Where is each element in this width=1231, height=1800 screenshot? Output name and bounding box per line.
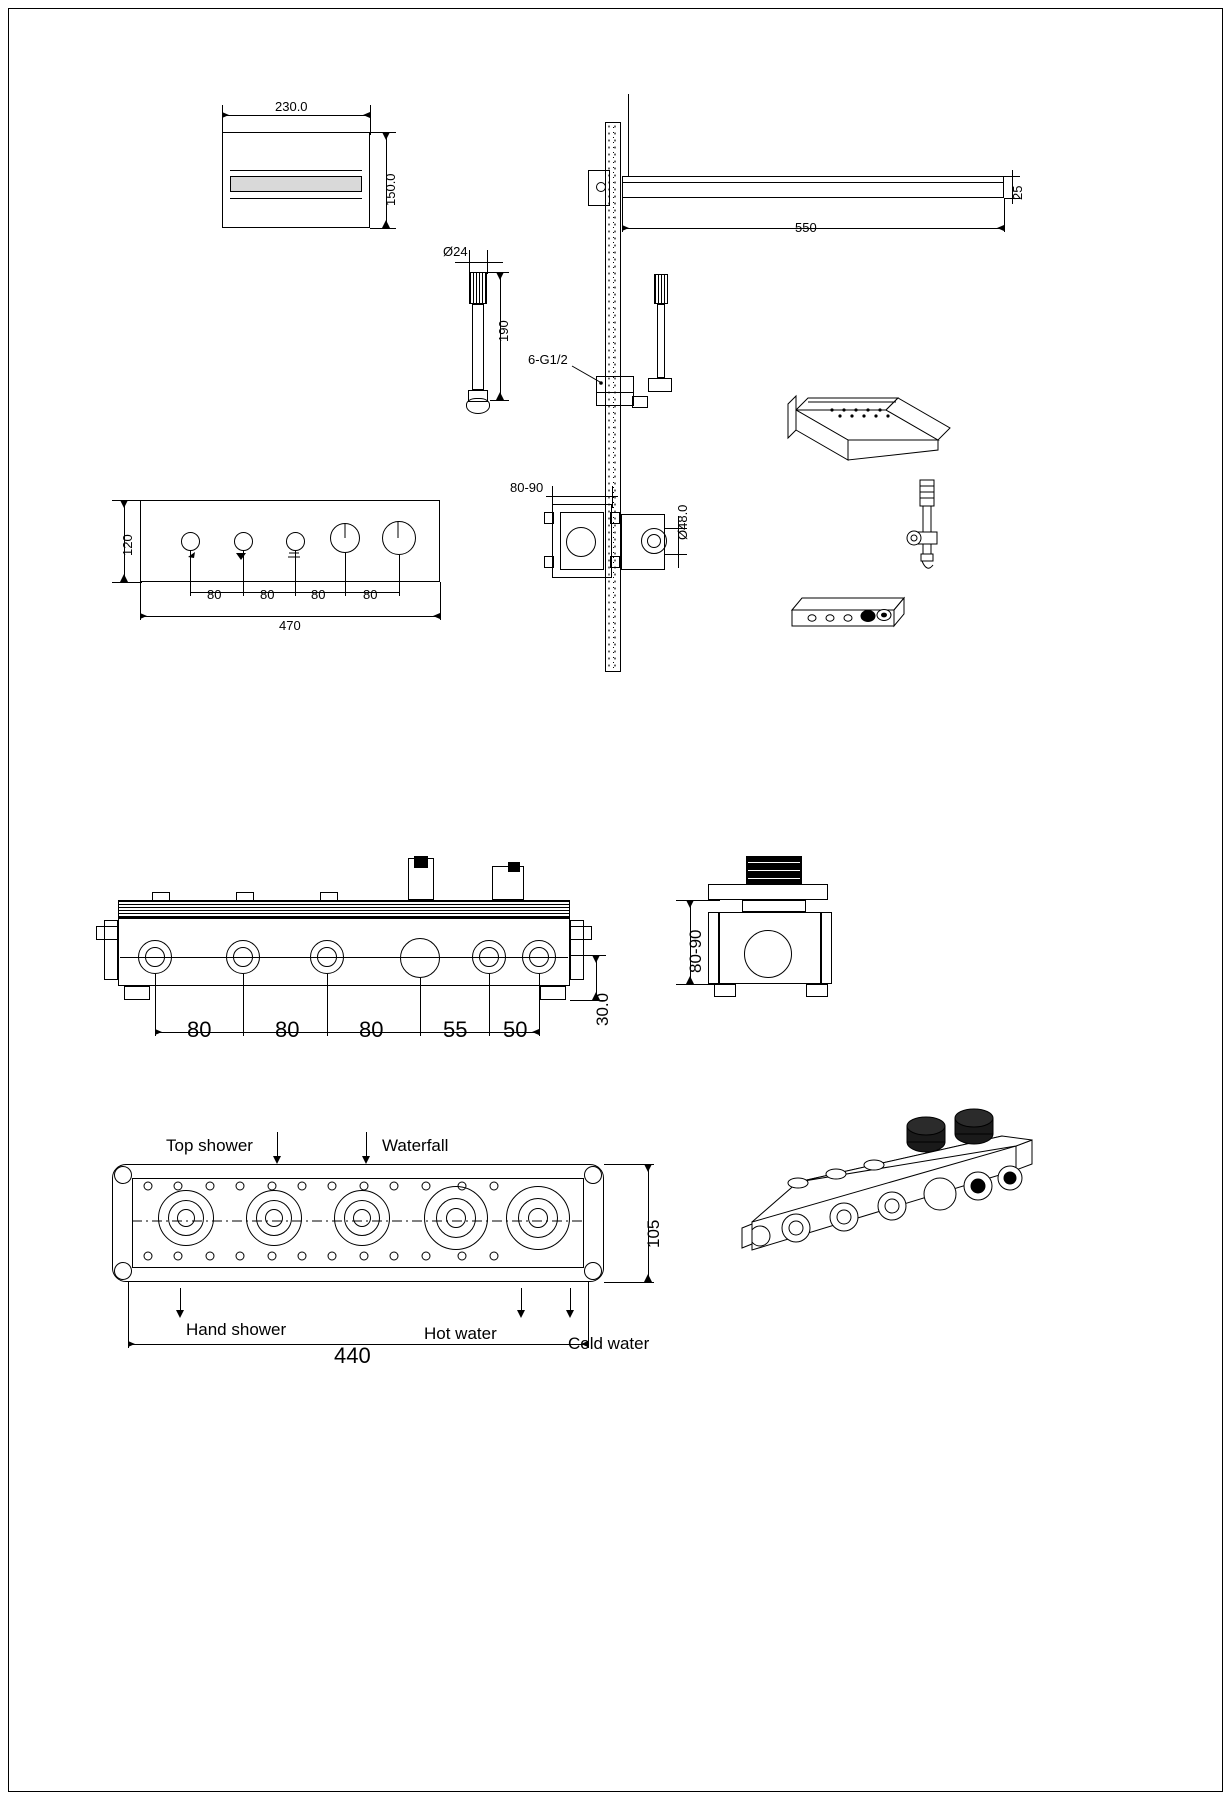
dim-120: 120 [120, 534, 135, 556]
body-front-foot-left [124, 986, 150, 1000]
callout-hand-shower: Hand shower [186, 1320, 287, 1339]
riser-hand-shower-holder [648, 378, 672, 392]
dim-30: 30.0 [593, 992, 612, 1026]
body-front-foot-right [540, 986, 566, 1000]
dim-80-f: 80 [275, 1017, 300, 1042]
shower-arm-outline [622, 176, 1004, 198]
arm-dim-arrow-l [622, 225, 629, 231]
ext-line-right [370, 105, 371, 135]
bs-dim-arrow-t [686, 900, 694, 908]
cp-ext-c1 [190, 551, 191, 596]
hs-dim-line-24 [455, 262, 503, 263]
wall-valve-lug-br [610, 556, 620, 568]
bf-dim-chain-line [155, 1032, 539, 1033]
dim-105: 105 [644, 1219, 663, 1248]
dim-48: Ø48.0 [675, 504, 690, 540]
dim-80-g: 80 [359, 1017, 384, 1042]
callout-top-shower: Top shower [166, 1136, 253, 1155]
dim-190: 190 [496, 320, 511, 342]
dim-550: 550 [795, 220, 817, 235]
dim-80-c: 80 [311, 587, 326, 602]
bp-dim-arrow-b [644, 1274, 652, 1282]
body-side-bore [744, 930, 792, 978]
ws-ext-d48-bot [665, 554, 687, 555]
dim-25: 25 [1010, 185, 1025, 200]
ws-ext-l [552, 486, 553, 508]
cp-ext-bot [112, 582, 142, 583]
bp-ext-bot [604, 1282, 654, 1283]
bf-chain-arrow-l [155, 1029, 162, 1035]
dim-80-e: 80 [187, 1017, 212, 1042]
hand-shower-head [469, 272, 487, 304]
body-side-bracket-right [820, 912, 832, 984]
body-side-foot-left [714, 984, 736, 997]
body-front-top-cap [118, 900, 570, 918]
leader-arrow-cold-water [566, 1310, 574, 1318]
arm-center-ext [628, 94, 629, 176]
hs-dim-arrow-bot [496, 392, 504, 400]
arm-flange-screw [596, 182, 606, 192]
bs-ext-top [676, 900, 720, 901]
body-front-bracket-right [570, 920, 584, 980]
bp-dim-arrow-t [644, 1164, 652, 1172]
wall-valve-lug-bl [544, 556, 554, 568]
hand-shower-hose-nut [466, 398, 490, 414]
body-side-foot-right [806, 984, 828, 997]
callout-waterfall: Waterfall [382, 1136, 449, 1155]
dim-line-230 [222, 115, 370, 116]
dim-80-d: 80 [363, 587, 378, 602]
ws-ext-r [612, 486, 613, 508]
wall-valve-lug-tr [610, 512, 620, 524]
cp-ext-r [440, 582, 441, 620]
arm-ext-r [1004, 198, 1005, 232]
cp-dim-arrow-bot [120, 574, 128, 582]
dim-440: 440 [334, 1343, 371, 1368]
ext-line-bottom [370, 228, 396, 229]
cp-dim-arrow-top [120, 500, 128, 508]
callout-cold-water: Cold water [568, 1334, 650, 1353]
dim-150: 150.0 [383, 173, 398, 206]
wall-valve-bore [566, 527, 596, 557]
dim-arrow-230-right [363, 112, 370, 118]
body-plan-ear-tl [114, 1166, 132, 1184]
bf-ext-5 [489, 974, 490, 1036]
bf-ext-6 [539, 974, 540, 1036]
body-front-outlet-4 [400, 938, 440, 978]
dim-8090-b: 80-90 [686, 929, 705, 973]
dim-80-a: 80 [207, 587, 222, 602]
cp-dim-line-470 [140, 616, 440, 617]
cp-dim-arrow-470-r [433, 613, 440, 619]
body-side-collar [742, 900, 806, 912]
hs-ext-bot [490, 400, 509, 401]
bf-ext-3 [327, 974, 328, 1036]
body-side-bracket-left [708, 912, 720, 984]
riser-hand-shower-handle [657, 304, 665, 378]
dim-arrow-230-left [222, 112, 229, 118]
ws-dim-line-8090 [546, 496, 618, 497]
body-plan-ear-bl [114, 1262, 132, 1280]
dim-55: 55 [443, 1017, 468, 1042]
wall-valve-outlet-bore [647, 534, 661, 548]
bf-ext-2 [243, 974, 244, 1036]
bf-dim-arrow-30-t [592, 955, 600, 963]
body-front-centerline [120, 957, 568, 958]
hand-shower-handle [472, 304, 484, 390]
leader-arrow-hand-shower [176, 1310, 184, 1318]
dim-50: 50 [503, 1017, 528, 1042]
bs-ext-bot [676, 984, 716, 985]
cp-ext-c4 [345, 553, 346, 596]
cp-dim-arrow-470-l [140, 613, 147, 619]
body-front-bracket-left [104, 920, 118, 980]
bf-ext-4 [420, 978, 421, 1036]
hs-dim-arrow-top [496, 272, 504, 280]
body-front-cartridge-hot-cap [414, 856, 428, 868]
riser-hand-shower-head [654, 274, 668, 304]
panel-plate-line-b [230, 198, 362, 199]
bp-ext-l [128, 1282, 129, 1348]
dim-230: 230.0 [275, 99, 308, 114]
shower-arm-edge [622, 182, 1004, 183]
wall-valve-lug-tl [544, 512, 554, 524]
ext-line-left [222, 105, 223, 135]
body-front-port-1 [152, 892, 170, 901]
dim-arrow-150-bottom [382, 220, 390, 228]
panel-plate-line-a [230, 170, 362, 171]
bs-dim-arrow-b [686, 976, 694, 984]
leader-arrow-hot-water [517, 1310, 525, 1318]
body-side-cart-line-1 [748, 862, 800, 863]
body-front-port-2 [236, 892, 254, 901]
bf-ext-1 [155, 974, 156, 1036]
leader-arrow-waterfall [362, 1156, 370, 1164]
cp-ext-c3 [295, 551, 296, 596]
bp-dim-arrow-l [128, 1341, 135, 1347]
callout-hot-water: Hot water [424, 1324, 497, 1343]
body-side-cart-line-3 [748, 878, 800, 879]
bf-chain-arrow-r [532, 1029, 539, 1035]
dim-470: 470 [279, 618, 301, 633]
cp-ext-c5 [399, 555, 400, 596]
dim-8090-a: 80-90 [510, 480, 544, 495]
cp-ext-c2 [243, 551, 244, 596]
bf-ext-30-top [570, 955, 606, 956]
dim-80-b: 80 [260, 587, 275, 602]
body-front-cartridge-cold-cap [508, 862, 520, 872]
body-front-port-3 [320, 892, 338, 901]
dim-arrow-150-top [382, 132, 390, 140]
label-thread: 6-G1/2 [528, 352, 568, 367]
arm-dim-arrow-r [997, 225, 1004, 231]
panel-plate-slot [230, 176, 362, 192]
leader-arrow-top-shower [273, 1156, 281, 1164]
body-side-top-plate [708, 884, 828, 900]
body-side-cart-line-2 [748, 870, 800, 871]
dim-24: Ø24 [443, 244, 468, 259]
